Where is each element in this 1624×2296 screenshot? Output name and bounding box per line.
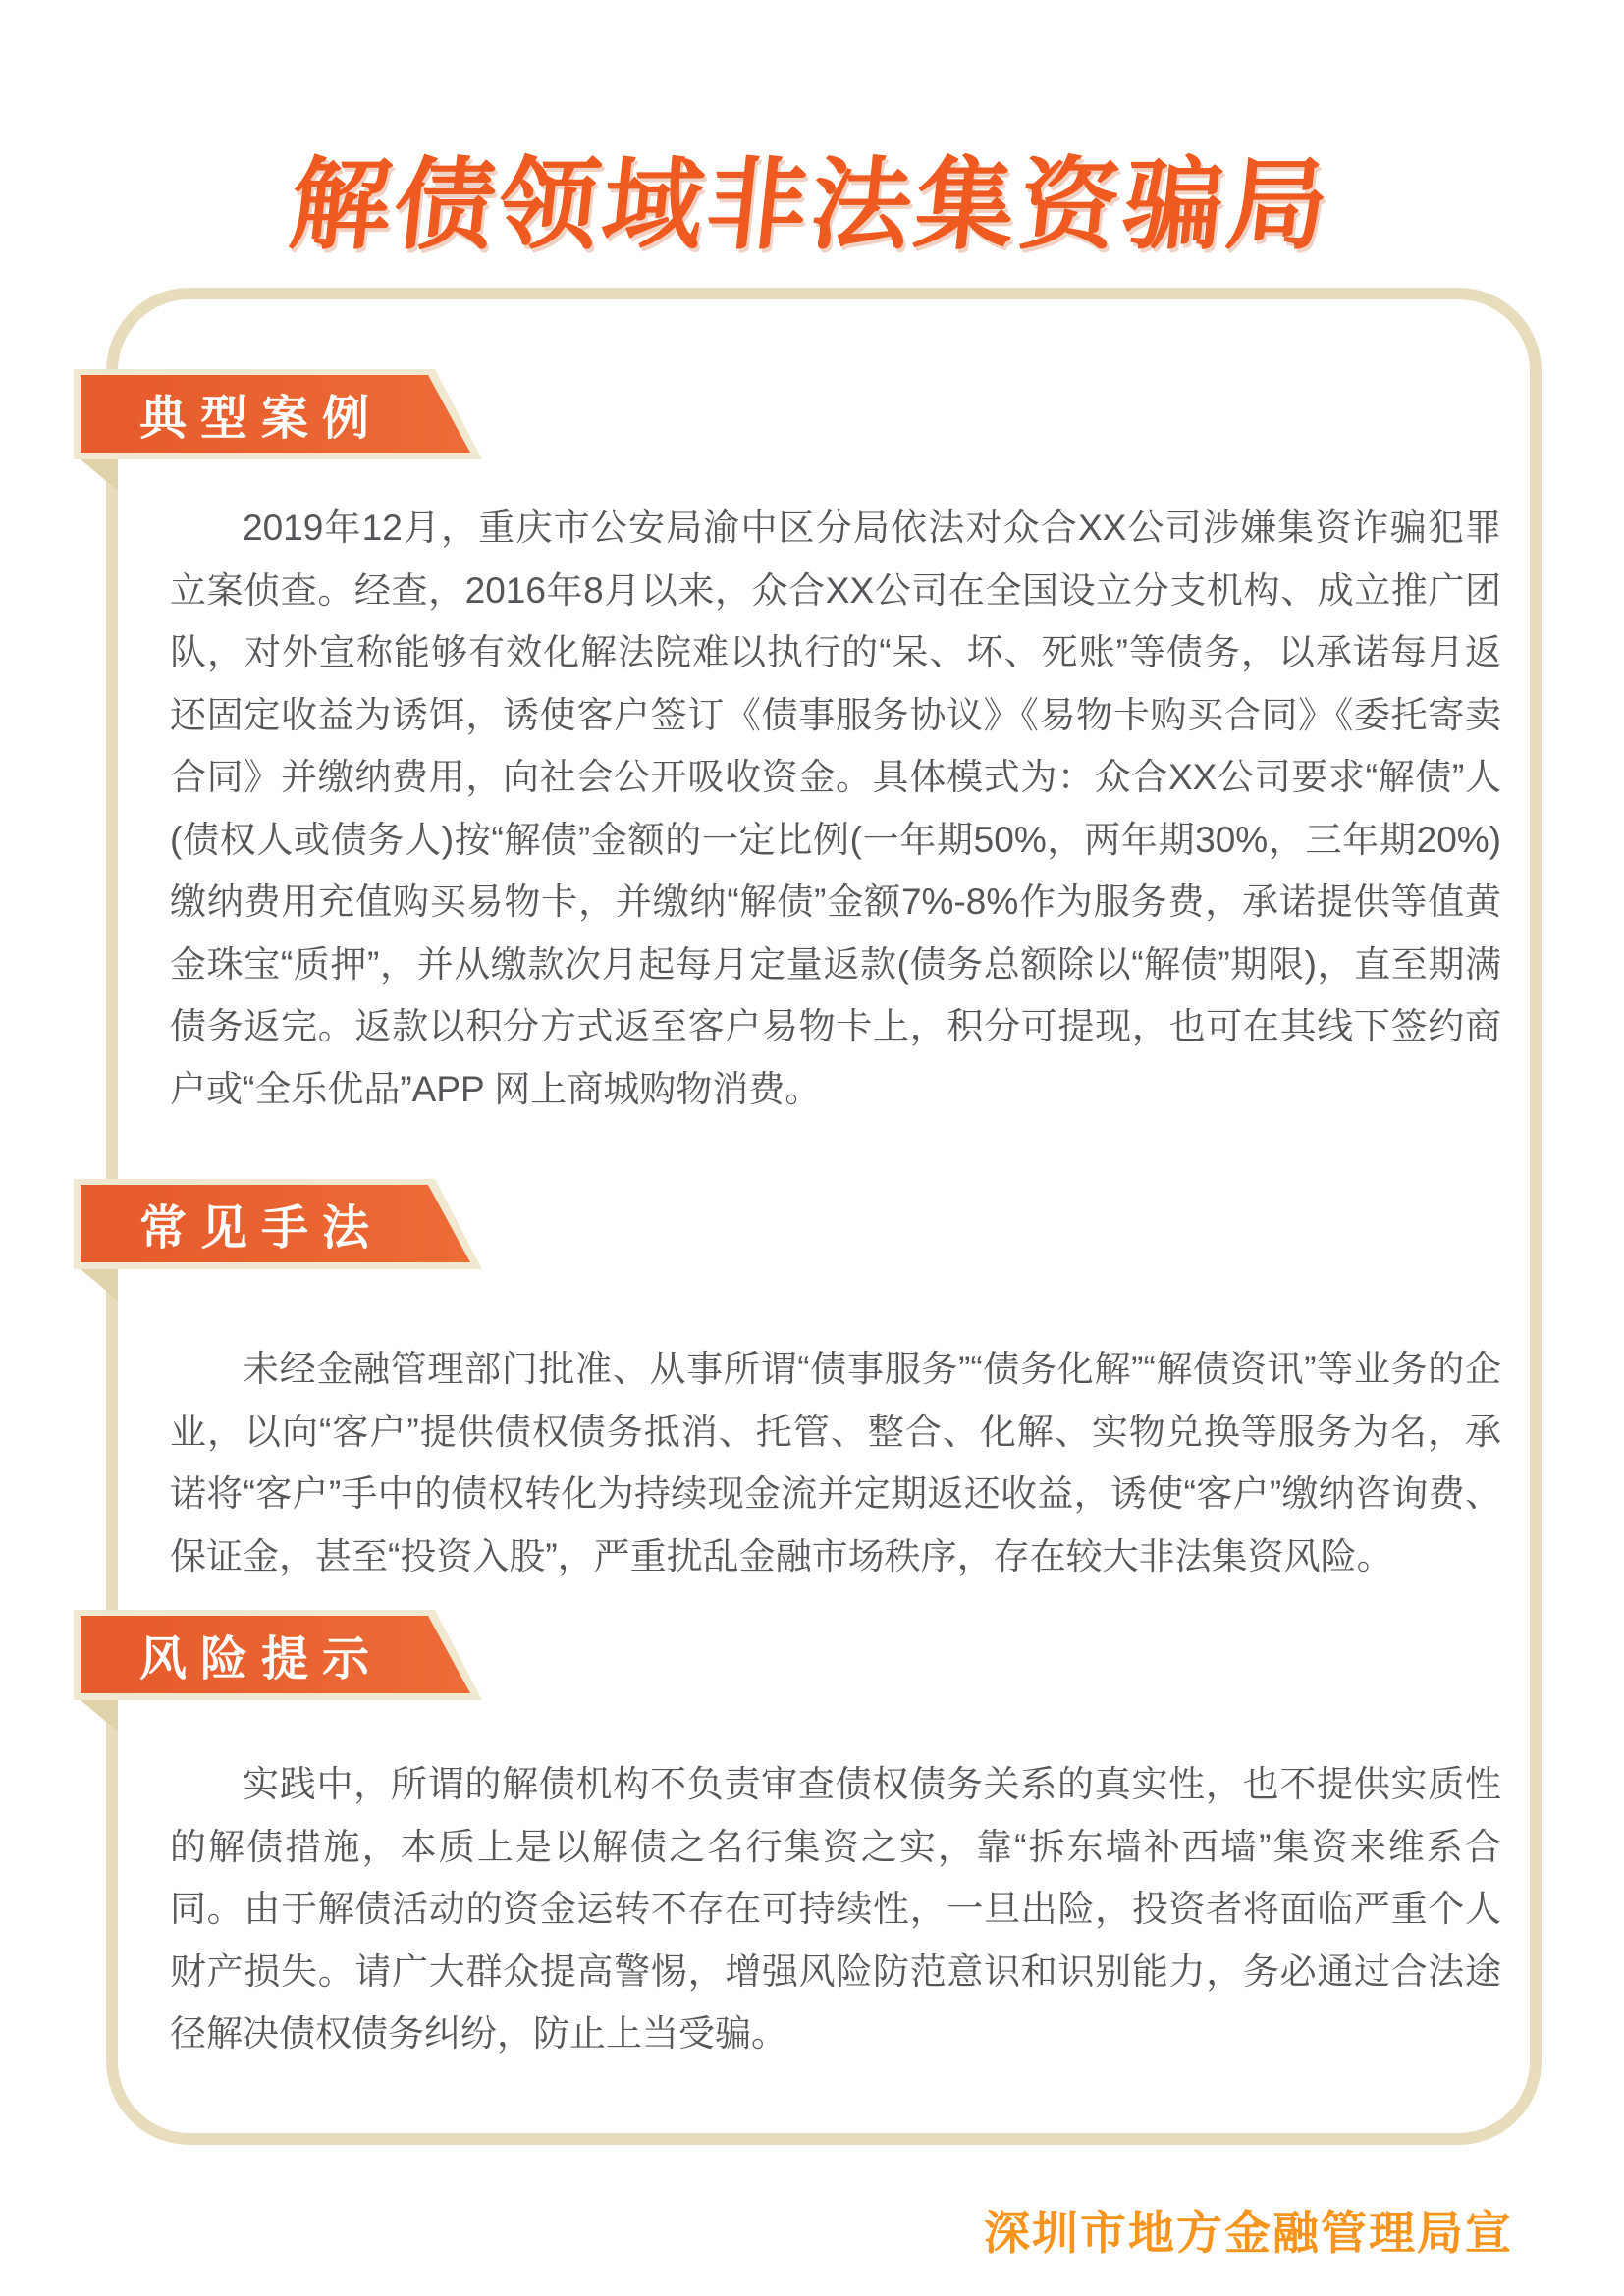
- section-heading-label: 典型案例: [138, 392, 383, 445]
- ribbon-fold-triangle: [81, 459, 118, 491]
- section-header-typical-case: [74, 369, 496, 502]
- section-body-typical-case: 2019年12月，重庆市公安局渝中区分局依法对众合XX公司涉嫌集资诈骗犯罪立案侦查。经查，2016年8月以来，众合XX公司在全国设立分支机构、成立推广团队，对外宣称能够有效化解法院难以执行的“呆、坏、死账”等债务，以承诺每月返还固定收益为诱饵，诱使客户签订《债事服务协议》《易物卡购买合同》《委托寄卖合同》并缴纳费用，向社会公开吸收资金。具体模式为：众合XX公司要求“解债”人(债权人或债务人)按“解债”金额的一定比例(一年期50%，两年期30%，三年期20%)缴纳费用充值购买易物卡，并缴纳“解债”金额7%-8%作为服务费，承诺提供等值黄金珠宝“质押”，并从缴款次月起每月定量返款(债务总额除以“解债”期限)，直至期满债务返完。返款以积分方式返至客户易物卡上，积分可提现，也可在其线下签约商户或“全乐优品”APP 网上商城购物消费。: [170, 507, 1501, 1109]
- ribbon-fold-triangle: [81, 1269, 118, 1301]
- page-title: 解债领域非法集资骗局: [285, 149, 1338, 261]
- ribbon-fold-triangle: [81, 1700, 118, 1732]
- section-heading-label: 常见手法: [138, 1201, 383, 1255]
- section-heading-label: 风险提示: [138, 1632, 383, 1685]
- section-header-common-methods: [74, 1179, 496, 1311]
- section-header-risk-warning: [74, 1610, 496, 1742]
- publisher-credit: 深圳市地方金融管理局宣: [984, 2207, 1513, 2259]
- section-body-risk-warning: 实践中，所谓的解债机构不负责审查债权债务关系的真实性，也不提供实质性的解债措施，本质上是以解债之名行集资之实，靠“拆东墙补西墙”集资来维系合同。由于解债活动的资金运转不存在可持续性，一旦出险，投资者将面临严重个人财产损失。请广大群众提高警惕，增强风险防范意识和识别能力，务必通过合法途径解决债权债务纠纷，防止上当受骗。: [170, 1764, 1501, 2054]
- section-body-common-methods: 未经金融管理部门批准、从事所谓“债事服务”“债务化解”“解债资讯”等业务的企业，以向“客户”提供债权债务抵消、托管、整合、化解、实物兑换等服务为名，承诺将“客户”手中的债权转化为持续现金流并定期返还收益，诱使“客户”缴纳咨询费、保证金，甚至“投资入股”，严重扰乱金融市场秩序，存在较大非法集资风险。: [170, 1349, 1501, 1576]
